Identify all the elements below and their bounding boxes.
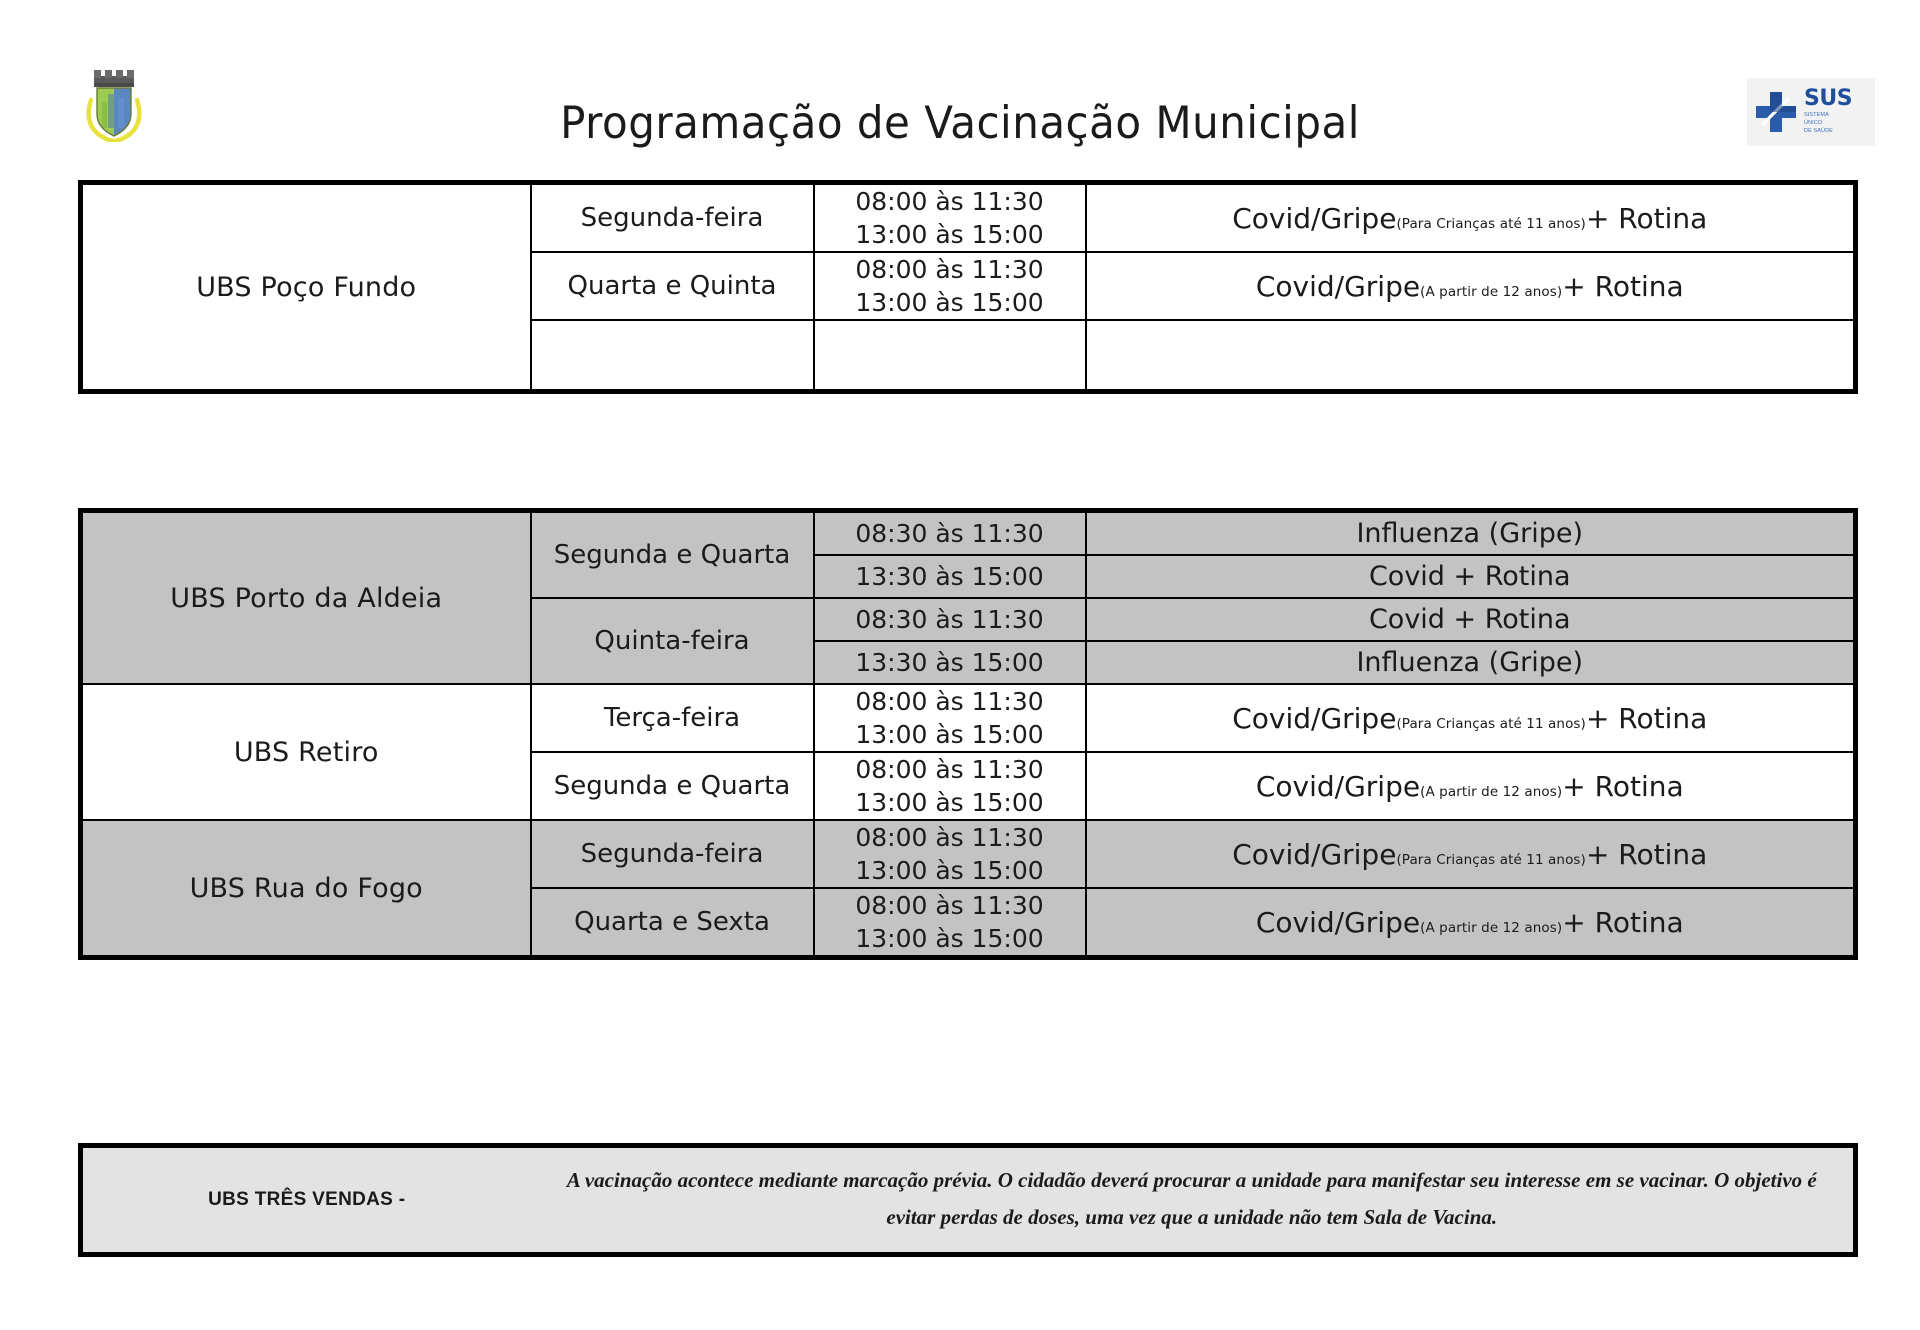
day-cell-empty	[531, 320, 814, 392]
day-label: Segunda e Quarta	[553, 540, 791, 570]
vaccine-tail-label: + Rotina	[1562, 769, 1684, 803]
health-cross-icon	[1753, 89, 1799, 135]
vaccine-label: Covid + Rotina	[1368, 604, 1571, 635]
day-cell	[531, 511, 814, 599]
schedule-table-main	[78, 508, 1858, 960]
vaccine-note-label: (Para Crianças até 11 anos)	[1396, 715, 1586, 732]
vaccine-cell	[1086, 183, 1856, 253]
footer-note-label: A vacinação acontece mediante marcação prévia. O cidadão deverá procurar a unidade para manifestar seu interesse em se vacinar. O objetivo é evitar perdas de doses, uma vez que a unidade não tem Sala de Vacina.	[566, 1168, 1817, 1229]
vaccine-main-label: Covid/Gripe	[1255, 905, 1421, 939]
time-line: 08:00 às 11:30	[855, 755, 1044, 784]
vaccine-label: Influenza (Gripe)	[1356, 518, 1584, 549]
time-cell-empty	[814, 320, 1086, 392]
vaccine-cell	[1086, 888, 1856, 958]
time-line: 13:00 às 15:00	[855, 924, 1044, 953]
vaccine-note-label: (A partir de 12 anos)	[1420, 783, 1563, 800]
day-cell	[531, 183, 814, 253]
sus-word: SUS	[1804, 86, 1853, 112]
vaccine-tail-label: + Rotina	[1562, 905, 1684, 939]
vaccine-tail-label: + Rotina	[1562, 269, 1684, 303]
vaccine-main-label: Covid/Gripe	[1232, 837, 1397, 871]
vaccine-cell-empty	[1086, 320, 1856, 392]
unit-name-label: UBS Rua do Fogo	[189, 872, 423, 904]
time-line: 08:00 às 11:30	[855, 687, 1044, 716]
vaccine-tail-label: + Rotina	[1585, 837, 1708, 871]
vaccine-cell	[1086, 555, 1856, 598]
day-cell	[531, 598, 814, 684]
unit-name-label: UBS Porto da Aldeia	[170, 582, 443, 614]
sus-wordmark	[1804, 88, 1852, 136]
time-line: 13:00 às 15:00	[855, 288, 1044, 317]
vaccine-note-label: (Para Crianças até 11 anos)	[1396, 851, 1586, 868]
time-line: 13:00 às 15:00	[855, 720, 1044, 749]
vaccine-main-label: Covid/Gripe	[1232, 201, 1397, 235]
vaccine-main-label: Covid/Gripe	[1232, 701, 1397, 735]
time-cell	[814, 183, 1086, 253]
unit-name-label: UBS Poço Fundo	[196, 271, 417, 303]
time-line: 08:00 às 11:30	[855, 891, 1044, 920]
unit-name-cell	[81, 684, 531, 820]
vaccine-label: Influenza (Gripe)	[1356, 647, 1584, 678]
time-line: 13:00 às 15:00	[855, 856, 1044, 885]
time-cell	[814, 252, 1086, 320]
time-cell	[814, 752, 1086, 820]
vaccine-label: Covid + Rotina	[1368, 561, 1571, 592]
unit-name-cell	[81, 820, 531, 958]
time-line: 13:30 às 15:00	[855, 648, 1044, 677]
day-label: Quinta-feira	[594, 626, 750, 656]
vaccine-tail-label: + Rotina	[1585, 701, 1708, 735]
vaccine-cell	[1086, 820, 1856, 888]
unit-name-label: UBS Retiro	[233, 736, 379, 768]
time-line: 08:30 às 11:30	[855, 519, 1044, 548]
time-line: 13:00 às 15:00	[855, 788, 1044, 817]
day-label: Segunda-feira	[580, 839, 764, 869]
unit-name-cell	[81, 183, 531, 392]
table-row	[81, 183, 1856, 253]
time-cell	[814, 598, 1086, 641]
table-row	[81, 820, 1856, 888]
unit-name-cell	[81, 511, 531, 685]
day-label: Segunda-feira	[580, 203, 764, 233]
schedule-table-poco-fundo	[78, 180, 1858, 394]
vaccine-cell	[1086, 511, 1856, 556]
table-row	[81, 684, 1856, 752]
time-line: 08:00 às 11:30	[855, 823, 1044, 852]
time-line: 08:00 às 11:30	[855, 187, 1044, 216]
vaccine-note-label: (A partir de 12 anos)	[1420, 919, 1563, 936]
time-line: 08:00 às 11:30	[855, 255, 1044, 284]
footer-note-table	[78, 1143, 1858, 1257]
page-title: Programação de Vacinação Municipal	[560, 96, 1360, 149]
time-cell	[814, 511, 1086, 556]
day-cell	[531, 252, 814, 320]
time-cell	[814, 820, 1086, 888]
time-cell	[814, 684, 1086, 752]
footer-unit-label: UBS TRÊS VENDAS -	[208, 1188, 406, 1210]
footer-note-cell	[531, 1146, 1856, 1255]
time-line: 13:30 às 15:00	[855, 562, 1044, 591]
day-label: Terça-feira	[603, 703, 741, 733]
day-cell	[531, 752, 814, 820]
vaccine-note-label: (A partir de 12 anos)	[1420, 283, 1563, 300]
vaccine-cell	[1086, 252, 1856, 320]
vaccine-cell	[1086, 598, 1856, 641]
day-cell	[531, 888, 814, 958]
day-label: Segunda e Quarta	[553, 771, 791, 801]
vaccine-cell	[1086, 752, 1856, 820]
vaccine-cell	[1086, 684, 1856, 752]
day-label: Quarta e Sexta	[574, 907, 770, 937]
sus-logo	[1747, 78, 1875, 146]
vaccine-tail-label: + Rotina	[1585, 201, 1708, 235]
time-line: 08:30 às 11:30	[855, 605, 1044, 634]
sus-subtitle: SISTEMA ÚNICO DE SAÚDE	[1804, 112, 1833, 134]
table-row	[81, 511, 1856, 556]
footer-unit-cell	[81, 1146, 531, 1255]
time-line: 13:00 às 15:00	[855, 220, 1044, 249]
document-header	[0, 0, 1920, 150]
vaccine-cell	[1086, 641, 1856, 684]
day-label: Quarta e Quinta	[567, 271, 777, 301]
vaccine-main-label: Covid/Gripe	[1255, 269, 1421, 303]
vaccine-main-label: Covid/Gripe	[1255, 769, 1421, 803]
vaccine-note-label: (Para Crianças até 11 anos)	[1396, 215, 1586, 232]
time-cell	[814, 555, 1086, 598]
day-cell	[531, 684, 814, 752]
day-cell	[531, 820, 814, 888]
time-cell	[814, 888, 1086, 958]
table-row	[81, 1146, 1856, 1255]
time-cell	[814, 641, 1086, 684]
